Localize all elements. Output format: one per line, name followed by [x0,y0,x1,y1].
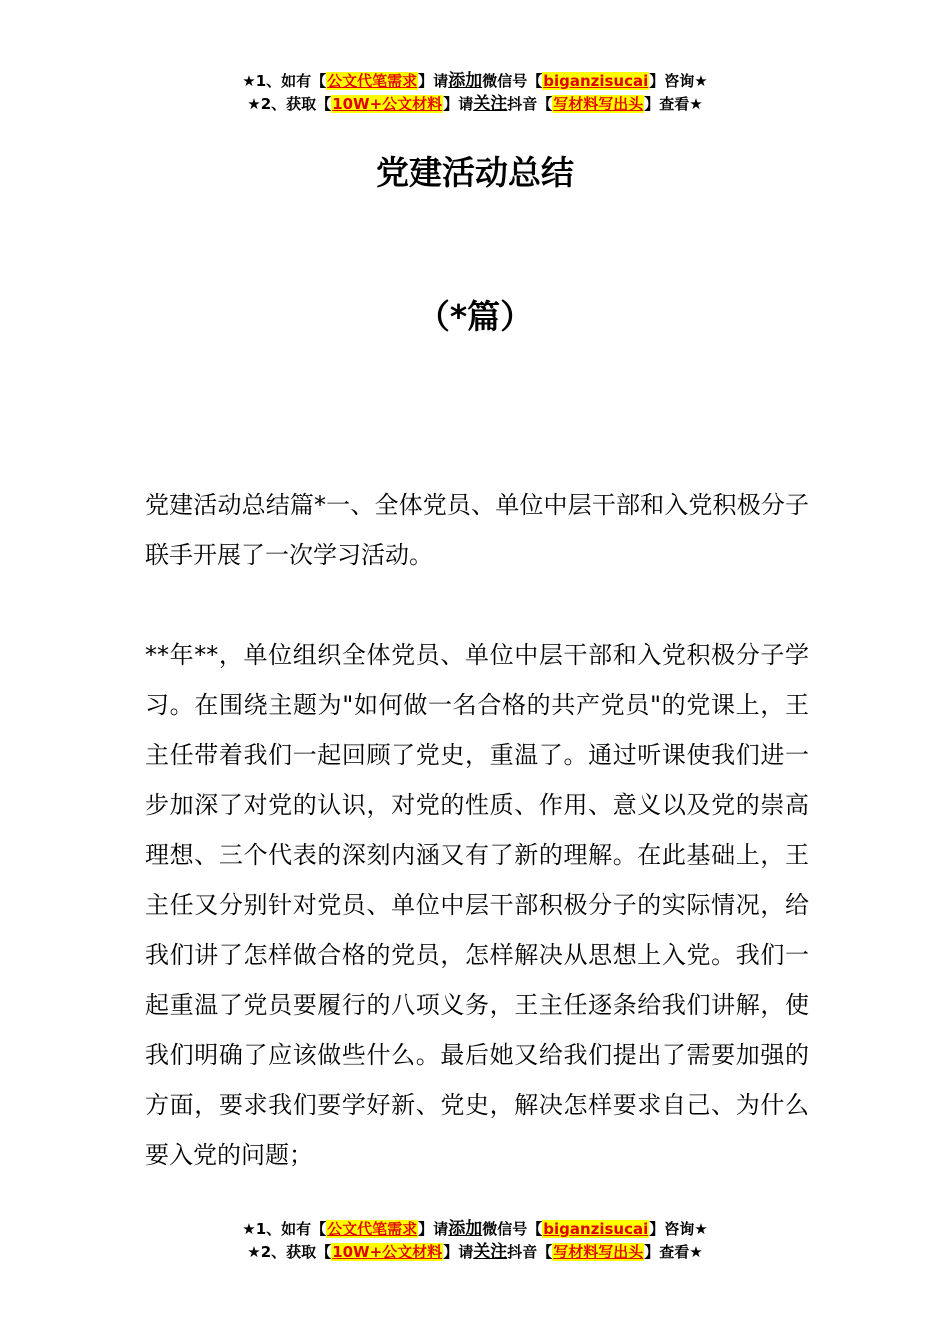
banner-text: 】查看★ [644,95,703,113]
banner-highlight: 10W+公文材料 [332,1243,443,1261]
banner-underlined: 添加 [448,71,483,91]
banner-text: 】咨询★ [649,72,708,90]
banner-text: ★2、获取【 [247,95,332,113]
body-paragraph-2: **年**，单位组织全体党员、单位中层干部和入党积极分子学习。在围绕主题为"如何做一名合格的共产党员"的党课上，王主任带着我们一起回顾了党史，重温了。通过听课使我们进一步加深了对党的认识，对党的性质、作用、意义以及党的崇高理想、三个代表的深刻内涵又有了新的理解。在此基础上，王主任又分别针对党员、单位中层干部积极分子的实际情况，给我们讲了怎样做合格的党员，怎样解决从思想上入党。我们一起重温了党员要履行的八项义务，王主任逐条给我们讲解，使我们明确了应该做些什么。最后她又给我们提出了需要加强的方面，要求我们要学好新、党史，解决怎样要求自己、为什么要入党的问题； [145,641,809,1169]
footer-banner [0,1218,950,1264]
banner-text: 抖音【 [507,1243,553,1261]
banner-highlight: 写材料写出头 [553,95,644,113]
document-subtitle: （*篇） [416,297,534,336]
body-paragraph-1: 党建活动总结篇*一、全体党员、单位中层干部和入党积极分子联手开展了一次学习活动。 [145,491,809,569]
banner-highlight: 公文代笔需求 [327,1220,418,1238]
banner-text: 】请 [418,1220,449,1238]
document-title: 党建活动总结 [376,153,574,192]
banner-line-1 [0,1218,950,1241]
banner-text: 抖音【 [507,95,553,113]
banner-line-2 [0,1241,950,1264]
banner-text: 】请 [443,1243,474,1261]
header-banner [0,70,950,116]
banner-text: 】请 [418,72,449,90]
banner-text: 微信号【 [482,72,543,90]
banner-text: 】请 [443,95,474,113]
banner-text: 微信号【 [482,1220,543,1238]
banner-line-1 [0,70,950,93]
banner-text: ★2、获取【 [247,1243,332,1261]
banner-text: ★1、如有【 [242,1220,327,1238]
banner-highlight: 公文代笔需求 [327,72,418,90]
banner-text: 】查看★ [644,1243,703,1261]
banner-text: ★1、如有【 [242,72,327,90]
banner-highlight: 写材料写出头 [553,1243,644,1261]
banner-highlight: biganzisucai [543,1220,649,1238]
banner-highlight: 10W+公文材料 [332,95,443,113]
banner-underlined: 关注 [473,94,508,114]
banner-text: 】咨询★ [649,1220,708,1238]
banner-underlined: 添加 [448,1219,483,1239]
banner-underlined: 关注 [473,1242,508,1262]
banner-highlight: biganzisucai [543,72,649,90]
banner-line-2 [0,93,950,116]
